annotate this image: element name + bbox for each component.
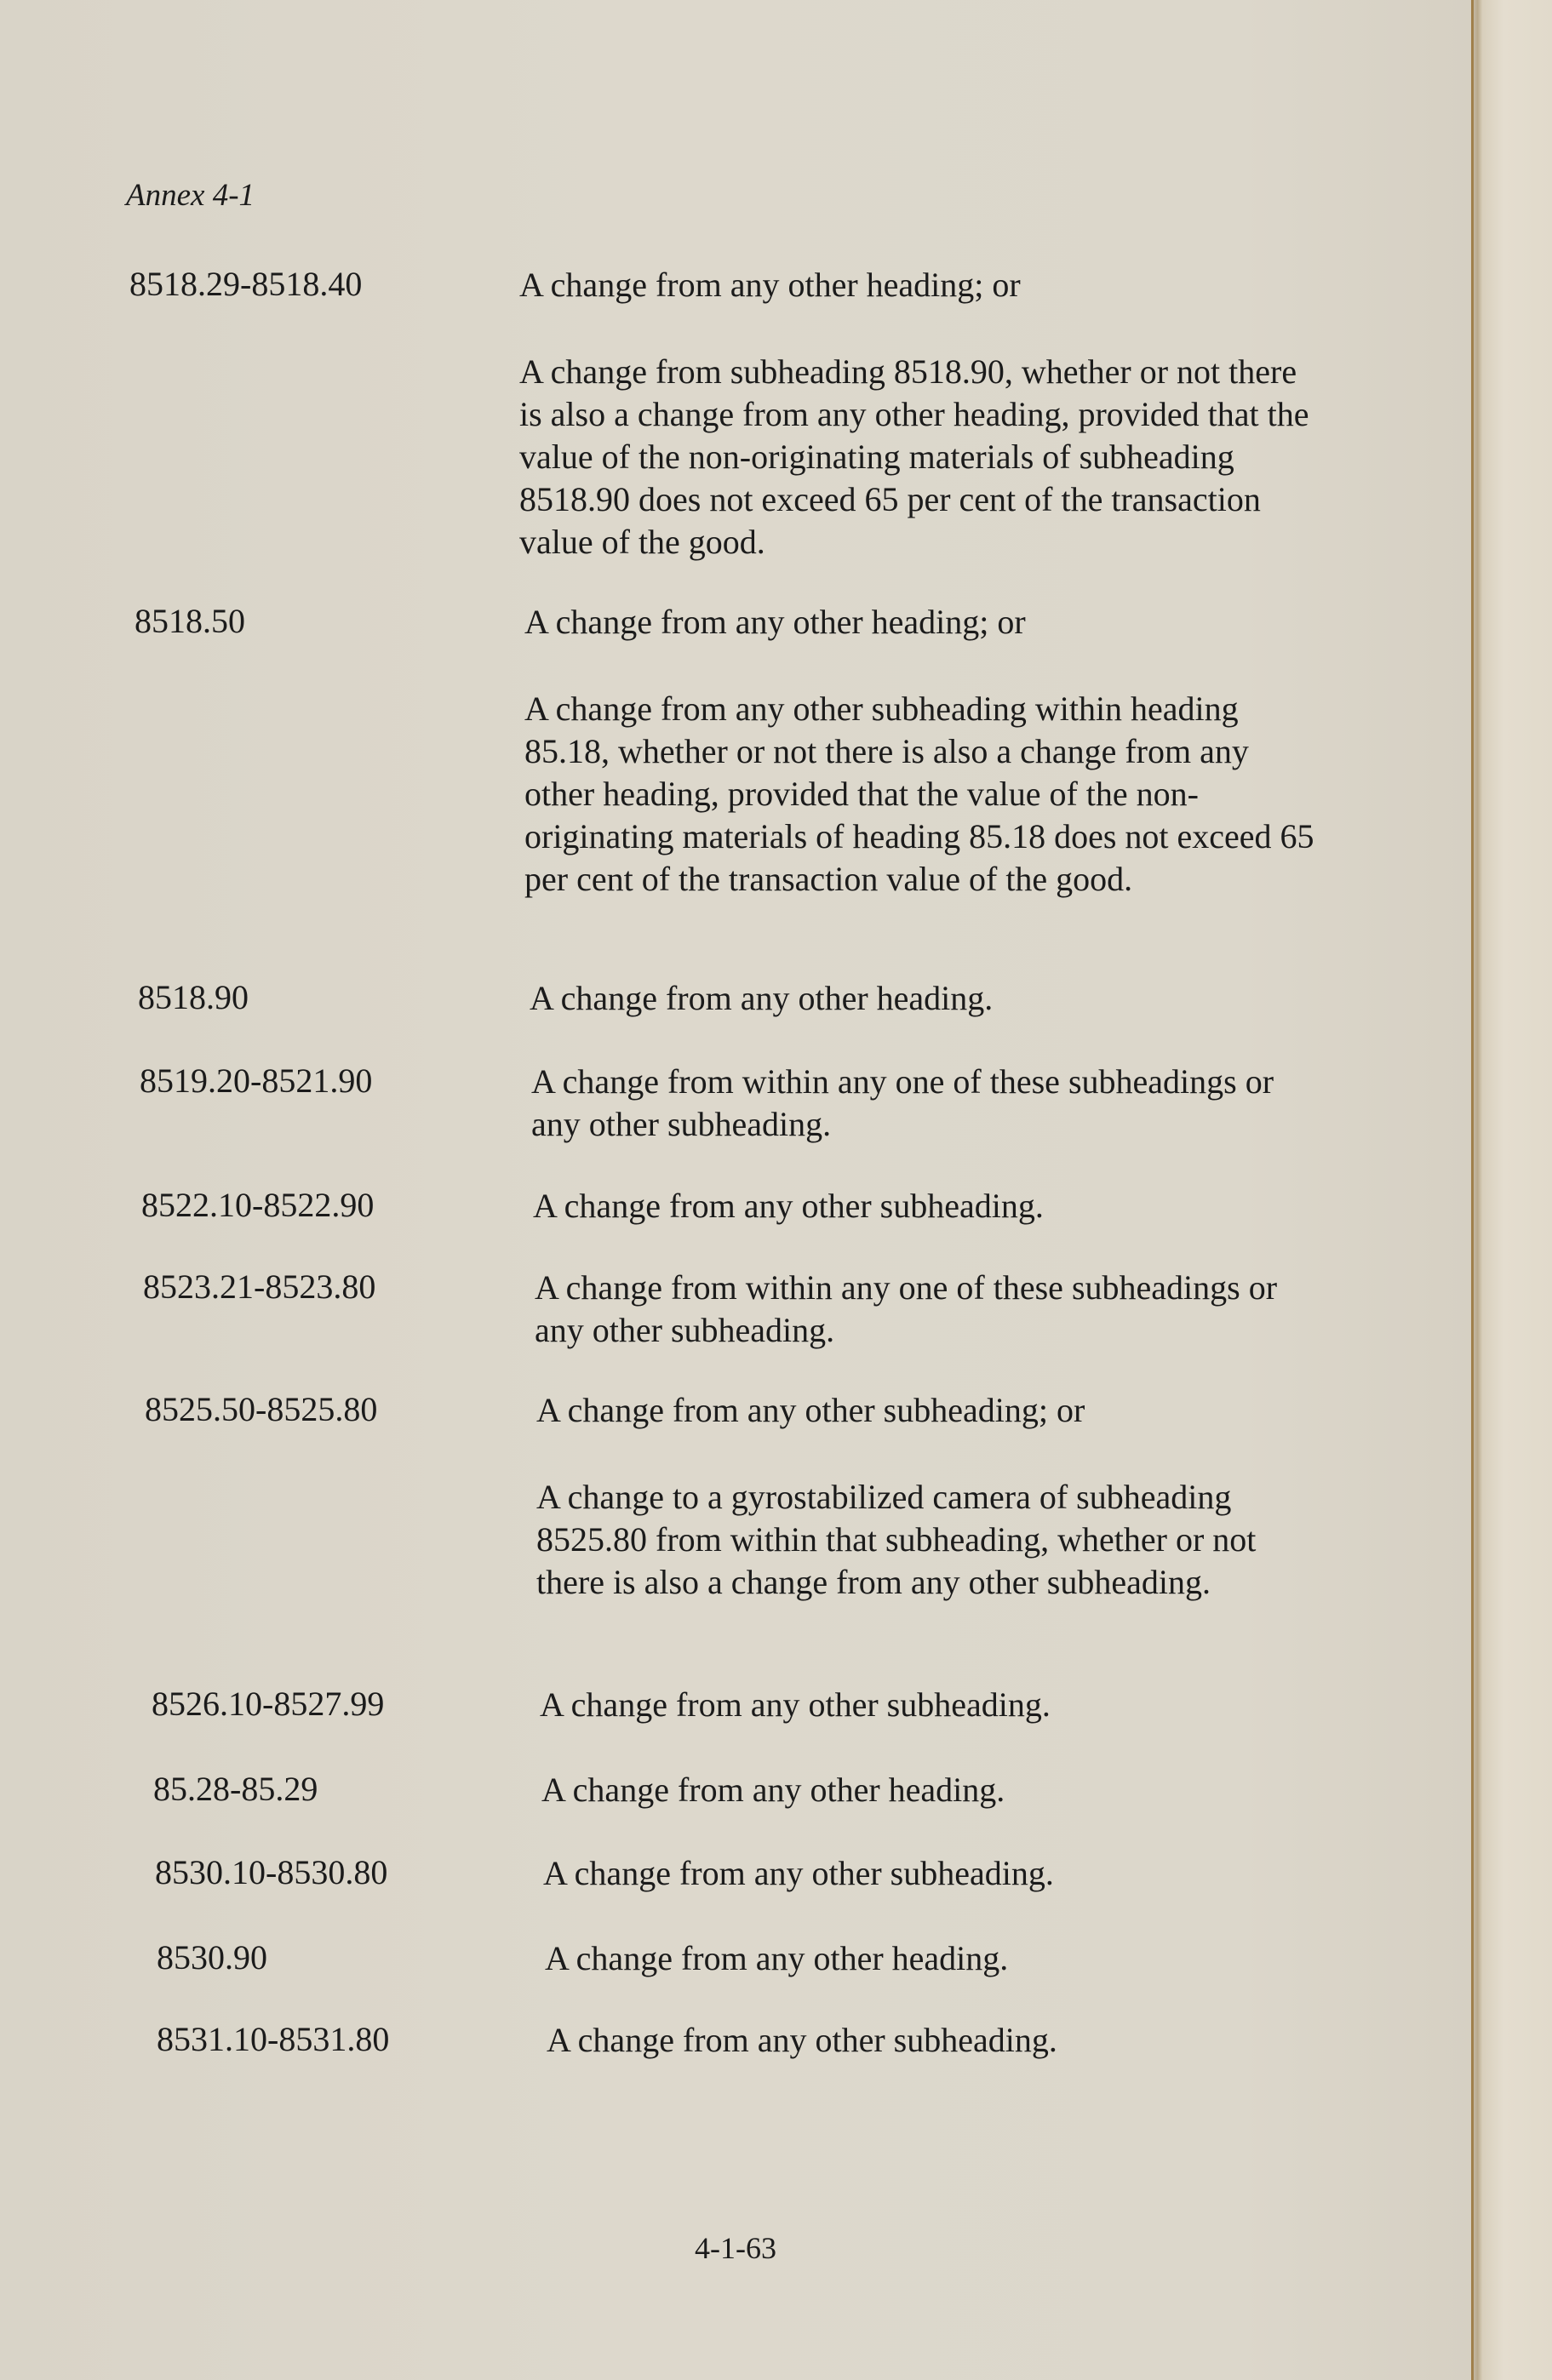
rule-text (531, 1061, 1323, 1146)
rule-text (530, 977, 1321, 1020)
rule-text (545, 1937, 1337, 1980)
rule-paragraph: A change from any other heading; or (519, 266, 1021, 304)
rule-paragraph: A change from any other heading; or (524, 603, 1026, 641)
tariff-code: 8522.10-8522.90 (141, 1186, 375, 1224)
rule-paragraph: A change from any other subheading. (540, 1685, 1051, 1724)
tariff-code: 8530.90 (157, 1938, 267, 1977)
tariff-code: 85.28-85.29 (153, 1770, 318, 1808)
rule-paragraph: A change from any other subheading. (543, 1854, 1054, 1892)
rule-paragraph: A change from any other heading. (541, 1771, 1005, 1809)
tariff-code: 8526.10-8527.99 (152, 1685, 385, 1723)
tariff-code: 8523.21-8523.80 (143, 1267, 376, 1306)
rule-paragraph: A change from any other subheading. (547, 2021, 1057, 2059)
page-number: 4-1-63 (695, 2231, 776, 2265)
rule-text (519, 264, 1311, 564)
rule-text (541, 1769, 1333, 1811)
page-header: Annex 4-1 (126, 178, 255, 213)
rule-text (536, 1389, 1328, 1604)
rule-text (533, 1185, 1325, 1227)
rule-paragraph: A change from any other subheading; or (536, 1391, 1085, 1429)
rule-paragraph: A change from within any one of these subheadings or any other subheading. (531, 1062, 1274, 1143)
rule-paragraph: A change from within any one of these subheadings or any other subheading. (535, 1268, 1278, 1349)
tariff-code: 8531.10-8531.80 (157, 2020, 390, 2058)
tariff-code: 8530.10-8530.80 (155, 1853, 388, 1891)
rule-text (547, 2019, 1338, 2062)
rule-paragraph: A change to a gyrostabilized camera of subheading 8525.80 from within that subheading, whether or not there is also a change from any other subheading. (536, 1478, 1257, 1601)
rule-text (540, 1684, 1332, 1726)
rule-text (524, 601, 1316, 901)
rule-paragraph: A change from any other heading. (530, 979, 994, 1017)
rule-paragraph: A change from subheading 8518.90, whether or not there is also a change from any other heading, provided that the value of the non-originating materials of subheading 8518.90 does not exceed 65 per cent of the transaction value of the good. (519, 352, 1309, 561)
tariff-code: 8518.29-8518.40 (129, 265, 363, 303)
book-spine-edge (1471, 0, 1552, 2380)
tariff-code: 8518.90 (138, 978, 249, 1016)
rule-paragraph: A change from any other subheading. (533, 1187, 1044, 1225)
tariff-code: 8518.50 (135, 602, 245, 640)
tariff-code: 8519.20-8521.90 (140, 1061, 373, 1100)
rule-paragraph: A change from any other heading. (545, 1939, 1009, 1977)
tariff-code: 8525.50-8525.80 (145, 1390, 378, 1428)
rule-text (543, 1852, 1335, 1895)
rule-text (535, 1267, 1326, 1352)
rule-paragraph: A change from any other subheading within heading 85.18, whether or not there is also a change from any other heading, provided that the value of the non-originating materials of heading 85.18 does not exceed 65 per cent of the transaction value of the good. (524, 689, 1314, 898)
